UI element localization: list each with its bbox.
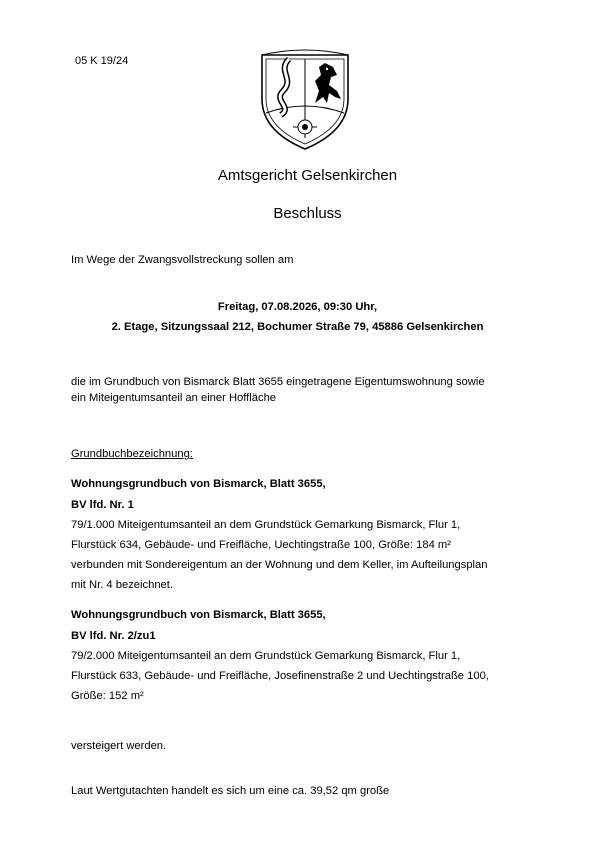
coat-of-arms-icon: [259, 47, 351, 151]
section-heading: Grundbuchbezeichnung:: [71, 448, 193, 460]
land-register-entry: [71, 604, 541, 706]
intro-text: Im Wege der Zwangsvollstreckung sollen am: [71, 254, 294, 266]
court-name: Amtsgericht Gelsenkirchen: [217, 167, 398, 184]
entry-subtitle: BV lfd. Nr. 2/zu1: [71, 630, 156, 642]
document-title: Beschluss: [273, 205, 342, 222]
case-number: 05 K 19/24: [75, 55, 129, 67]
entry-line: 79/1.000 Miteigentumsanteil an dem Grundstück Gemarkung Bismarck, Flur 1,: [71, 519, 461, 531]
entry-line: Flurstück 634, Gebäude- und Freifläche, Uechtingstraße 100, Größe: 184 m²: [71, 539, 451, 551]
entry-line: verbunden mit Sondereigentum an der Wohnung und dem Keller, im Aufteilungsplan: [71, 559, 488, 571]
land-register-entry: [71, 473, 541, 595]
entry-title: Wohnungsgrundbuch von Bismarck, Blatt 3655,: [71, 478, 326, 490]
closing-text: versteigert werden.: [71, 740, 167, 752]
object-line: die im Grundbuch von Bismarck Blatt 3655 eingetragene Eigentumswohnung sowie: [71, 376, 485, 388]
entry-line: Flurstück 633, Gebäude- und Freifläche, Josefinenstraße 2 und Uechtingstraße 100,: [71, 670, 489, 682]
entry-title: Wohnungsgrundbuch von Bismarck, Blatt 3655,: [71, 609, 326, 621]
entry-line: mit Nr. 4 bezeichnet.: [71, 579, 173, 591]
entry-line: Größe: 152 m²: [71, 690, 144, 702]
object-description: [71, 373, 541, 408]
valuation-text: Laut Wertgutachten handelt es sich um eine ca. 39,52 qm große: [71, 785, 390, 797]
auction-date: Freitag, 07.08.2026, 09:30 Uhr,: [217, 301, 378, 313]
auction-location: 2. Etage, Sitzungssaal 212, Bochumer Straße 79, 45886 Gelsenkirchen: [111, 321, 484, 333]
object-line: ein Miteigentumsanteil an einer Hoffläche: [71, 392, 277, 404]
entry-subtitle: BV lfd. Nr. 1: [71, 499, 134, 511]
entry-line: 79/2.000 Miteigentumsanteil an dem Grundstück Gemarkung Bismarck, Flur 1,: [71, 650, 461, 662]
